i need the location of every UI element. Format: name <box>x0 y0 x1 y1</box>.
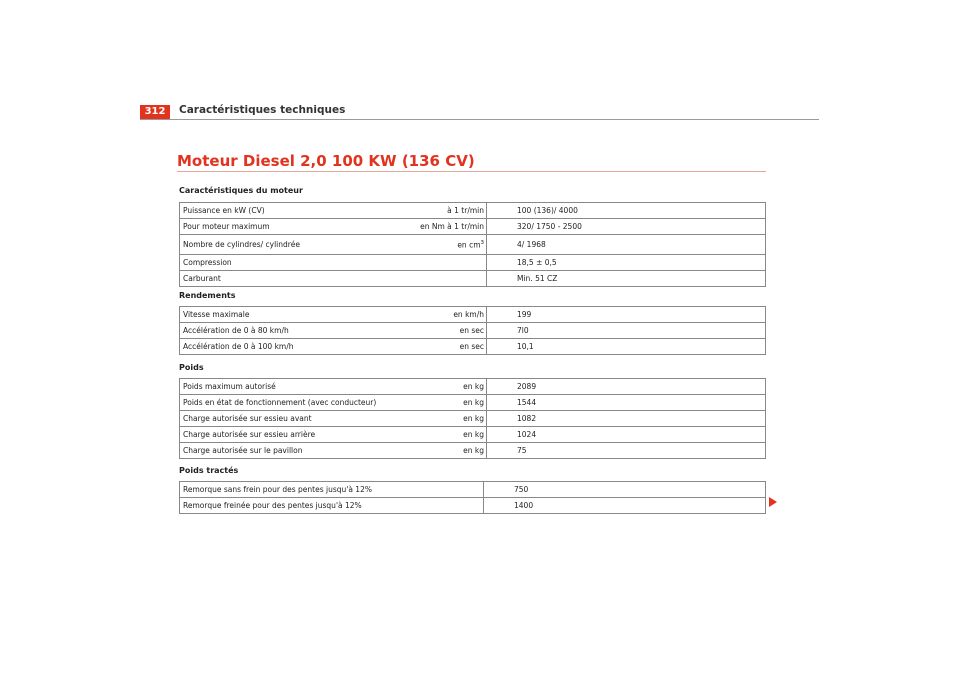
row-label: Carburant <box>180 271 407 287</box>
row-unit <box>406 235 487 255</box>
row-unit: en sec <box>406 339 487 355</box>
row-value: 10,1 <box>487 339 766 355</box>
row-label: Poids en état de fonctionnement (avec conducteur) <box>180 395 407 411</box>
row-unit: à 1 tr/min <box>406 203 487 219</box>
row-value: 75 <box>487 443 766 459</box>
table-row <box>180 323 766 339</box>
header-title: Caractéristiques techniques <box>179 104 346 116</box>
row-value: 199 <box>487 307 766 323</box>
table-row <box>180 307 766 323</box>
row-value: 7l0 <box>487 323 766 339</box>
row-unit <box>406 255 487 271</box>
row-value: 1024 <box>487 427 766 443</box>
row-label: Compression <box>180 255 407 271</box>
header-divider <box>140 119 819 120</box>
table-row <box>180 255 766 271</box>
row-value: 1544 <box>487 395 766 411</box>
page-title: Moteur Diesel 2,0 100 KW (136 CV) <box>177 152 475 170</box>
row-value: 1400 <box>484 498 766 514</box>
table-row <box>180 411 766 427</box>
row-label: Vitesse maximale <box>180 307 407 323</box>
section-label-towing: Poids tractés <box>179 466 239 475</box>
row-unit: en sec <box>406 323 487 339</box>
table-row <box>180 203 766 219</box>
section-label-performance: Rendements <box>179 291 236 300</box>
weights-spec-table <box>179 378 766 459</box>
row-label: Accélération de 0 à 100 km/h <box>180 339 407 355</box>
towing-spec-table <box>179 481 766 514</box>
row-value: 750 <box>484 482 766 498</box>
row-unit: en km/h <box>406 307 487 323</box>
table-row <box>180 482 766 498</box>
arrow-right-icon[interactable] <box>769 497 777 507</box>
row-value: Min. 51 CZ <box>487 271 766 287</box>
row-label: Nombre de cylindres/ cylindrée <box>180 235 407 255</box>
unit-superscript: 3 <box>480 239 484 246</box>
row-label: Accélération de 0 à 80 km/h <box>180 323 407 339</box>
section-label-weights: Poids <box>179 363 204 372</box>
section-label-engine: Caractéristiques du moteur <box>179 186 303 195</box>
table-row <box>180 443 766 459</box>
performance-spec-table <box>179 306 766 355</box>
table-row <box>180 339 766 355</box>
row-value: 2089 <box>487 379 766 395</box>
row-label: Charge autorisée sur essieu avant <box>180 411 407 427</box>
row-label: Pour moteur maximum <box>180 219 407 235</box>
title-divider <box>177 171 766 172</box>
row-label: Charge autorisée sur essieu arrière <box>180 427 407 443</box>
table-row <box>180 219 766 235</box>
row-value: 320/ 1750 - 2500 <box>487 219 766 235</box>
row-unit: en kg <box>406 395 487 411</box>
row-unit: en kg <box>406 411 487 427</box>
table-row <box>180 427 766 443</box>
table-row <box>180 379 766 395</box>
row-unit <box>406 271 487 287</box>
table-row <box>180 235 766 255</box>
row-value: 4/ 1968 <box>487 235 766 255</box>
engine-spec-table <box>179 202 766 287</box>
row-unit: en kg <box>406 427 487 443</box>
row-unit: en kg <box>406 379 487 395</box>
table-row <box>180 271 766 287</box>
page-number: 312 <box>140 105 170 119</box>
row-unit: en kg <box>406 443 487 459</box>
row-label: Puissance en kW (CV) <box>180 203 407 219</box>
row-label: Charge autorisée sur le pavillon <box>180 443 407 459</box>
row-value: 100 (136)/ 4000 <box>487 203 766 219</box>
row-label: Remorque freinée pour des pentes jusqu'à 12% <box>180 498 484 514</box>
table-row <box>180 498 766 514</box>
row-value: 1082 <box>487 411 766 427</box>
row-value: 18,5 ± 0,5 <box>487 255 766 271</box>
row-label: Remorque sans frein pour des pentes jusqu'à 12% <box>180 482 484 498</box>
unit-text: en cm <box>457 240 481 250</box>
row-unit: en Nm à 1 tr/min <box>406 219 487 235</box>
row-label: Poids maximum autorisé <box>180 379 407 395</box>
table-row <box>180 395 766 411</box>
